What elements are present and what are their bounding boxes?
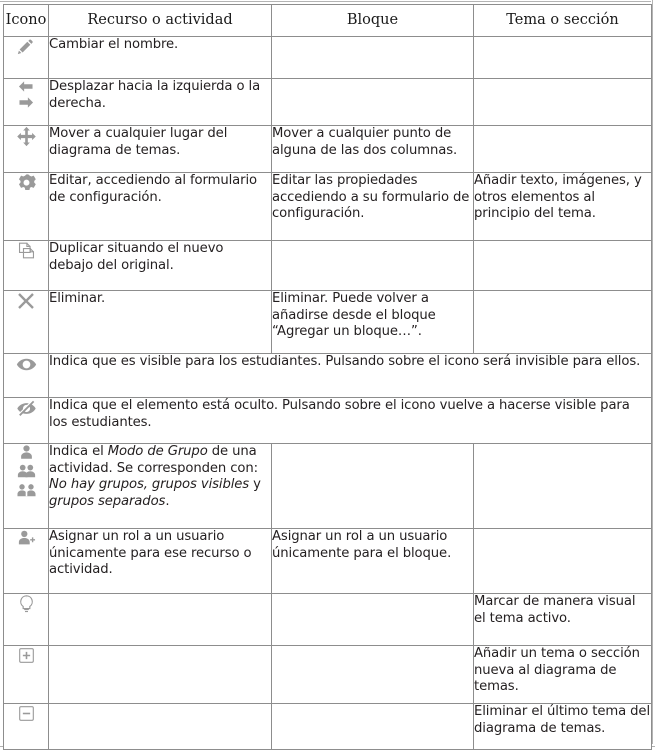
icon-cell bbox=[4, 126, 49, 173]
icon-cell bbox=[4, 398, 49, 444]
cell-recurso: Eliminar. bbox=[49, 291, 272, 356]
table-row bbox=[4, 529, 652, 594]
icon-cell bbox=[4, 79, 49, 126]
cell-recurso bbox=[49, 704, 272, 750]
cell-tema bbox=[474, 241, 652, 291]
arrow-left-icon bbox=[17, 79, 35, 94]
cell-recurso-spanned: Indica que es visible para los estudiantes. Pulsando sobre el icono será invisible para ellos. bbox=[49, 354, 652, 398]
table-row bbox=[4, 37, 652, 79]
close-x-icon bbox=[16, 291, 36, 311]
column-header-tema: Tema o sección bbox=[474, 5, 652, 37]
cell-tema bbox=[474, 529, 652, 594]
emphasis-grupos-separados: grupos separados bbox=[49, 493, 166, 509]
cell-recurso: Cambiar el nombre. bbox=[49, 37, 272, 79]
table-row bbox=[4, 79, 652, 126]
table-row bbox=[4, 173, 652, 241]
cell-tema bbox=[474, 37, 652, 79]
icon-cell bbox=[4, 704, 49, 750]
cell-tema: Añadir un tema o sección nueva al diagrama de temas. bbox=[474, 646, 652, 704]
icon-cell bbox=[4, 354, 49, 398]
lightbulb-icon bbox=[17, 594, 36, 614]
move-icon bbox=[16, 126, 37, 147]
cell-bloque bbox=[272, 241, 474, 291]
cell-tema bbox=[474, 126, 652, 173]
icon-legend-table-primary bbox=[3, 4, 652, 356]
cell-recurso-spanned: Indica que el elemento está oculto. Pulsando sobre el icono vuelve a hacerse visible para los estudiantes. bbox=[49, 398, 652, 444]
cell-recurso: Editar, accediendo al formulario de configuración. bbox=[49, 173, 272, 241]
gear-icon bbox=[16, 173, 37, 194]
icon-cell bbox=[4, 291, 49, 356]
icon-cell bbox=[4, 594, 49, 646]
cell-bloque bbox=[272, 444, 474, 529]
cell-tema: Marcar de manera visual el tema activo. bbox=[474, 594, 652, 646]
cell-bloque: Editar las propiedades accediendo a su formulario de configuración. bbox=[272, 173, 474, 241]
cell-recurso-rich: Indica el Modo de Grupo de una actividad. Se corresponden con: No hay grupos, grupos visibles y grupos separados. bbox=[49, 444, 272, 529]
column-header-recurso: Recurso o actividad bbox=[49, 5, 272, 37]
eye-slash-icon bbox=[16, 398, 37, 419]
table-row bbox=[4, 126, 652, 173]
cell-tema bbox=[474, 291, 652, 356]
column-header-bloque: Bloque bbox=[272, 5, 474, 37]
single-person-icon bbox=[18, 444, 35, 460]
cell-recurso: Duplicar situando el nuevo debajo del original. bbox=[49, 241, 272, 291]
cell-tema bbox=[474, 444, 652, 529]
icon-legend-table-secondary bbox=[3, 353, 652, 750]
group-persons-icon bbox=[17, 482, 36, 498]
table-row bbox=[4, 354, 652, 398]
icon-cell bbox=[4, 646, 49, 704]
table-row bbox=[4, 398, 652, 444]
cell-tema: Añadir texto, imágenes, y otros elementos al principio del tema. bbox=[474, 173, 652, 241]
plus-box-icon bbox=[17, 646, 36, 665]
eye-icon bbox=[16, 354, 37, 375]
table-row bbox=[4, 291, 652, 356]
cell-bloque: Eliminar. Puede volver a añadirse desde el bloque “Agregar un bloque…”. bbox=[272, 291, 474, 356]
icon-cell bbox=[4, 241, 49, 291]
cell-bloque bbox=[272, 79, 474, 126]
minus-box-icon bbox=[17, 704, 36, 723]
cell-recurso bbox=[49, 594, 272, 646]
table-row bbox=[4, 646, 652, 704]
cell-tema bbox=[474, 79, 652, 126]
cell-bloque bbox=[272, 37, 474, 79]
icon-cell bbox=[4, 37, 49, 79]
icon-cell bbox=[4, 529, 49, 594]
emphasis-grupos-list: No hay grupos, grupos visibles bbox=[49, 477, 250, 492]
pencil-icon bbox=[16, 37, 36, 57]
cell-bloque bbox=[272, 594, 474, 646]
cell-bloque: Asignar un rol a un usuario únicamente para el bloque. bbox=[272, 529, 474, 594]
person-plus-icon bbox=[17, 529, 36, 547]
column-header-icono: Icono bbox=[4, 5, 49, 37]
icon-cell bbox=[4, 444, 49, 529]
cell-bloque bbox=[272, 646, 474, 704]
cell-recurso: Asignar un rol a un usuario únicamente para ese recurso o actividad. bbox=[49, 529, 272, 594]
cell-recurso: Desplazar hacia la izquierda o la derecha. bbox=[49, 79, 272, 126]
table-row bbox=[4, 594, 652, 646]
duplicate-icon bbox=[17, 241, 36, 260]
cell-tema: Eliminar el último tema del diagrama de temas. bbox=[474, 704, 652, 750]
table-row bbox=[4, 444, 652, 529]
table-row bbox=[4, 704, 652, 750]
cell-bloque: Mover a cualquier punto de alguna de las dos columnas. bbox=[272, 126, 474, 173]
arrow-right-icon bbox=[17, 95, 35, 110]
cell-recurso bbox=[49, 646, 272, 704]
table-header-row bbox=[4, 5, 652, 37]
icon-cell bbox=[4, 173, 49, 241]
cell-bloque bbox=[272, 704, 474, 750]
table-row bbox=[4, 241, 652, 291]
emphasis-modo-de-grupo: Modo de Grupo bbox=[107, 444, 208, 459]
two-persons-icon bbox=[17, 463, 36, 479]
cell-recurso: Mover a cualquier lugar del diagrama de temas. bbox=[49, 126, 272, 173]
